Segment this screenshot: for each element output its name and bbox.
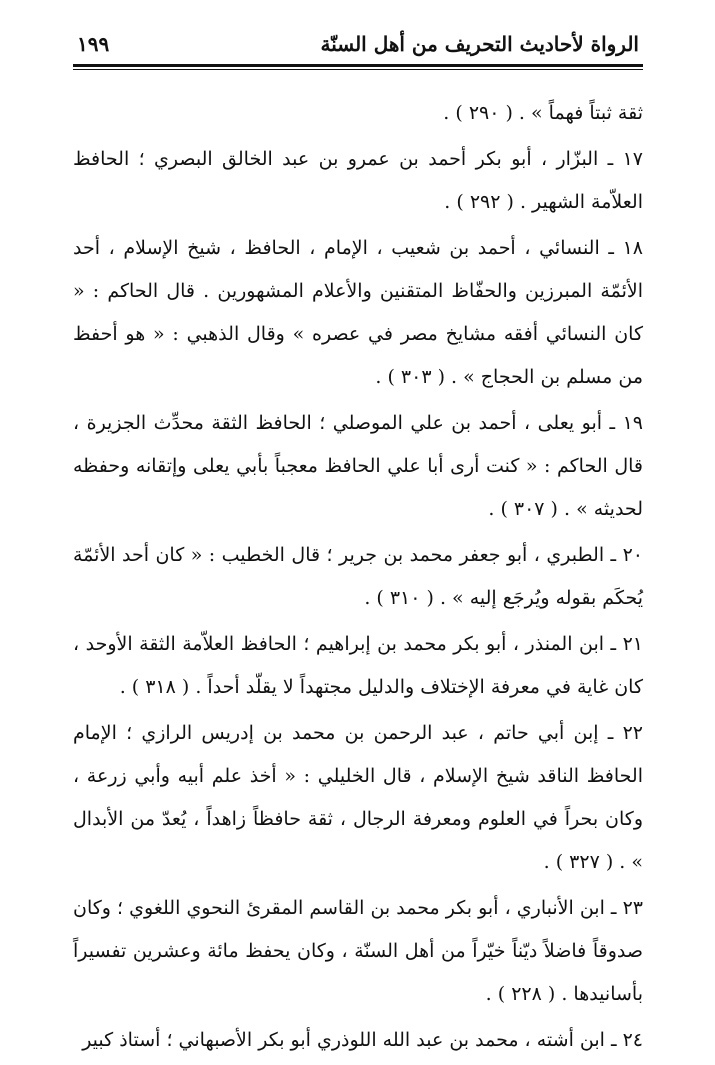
- entry-continuation: ثقة ثبتاً فهماً » . ( ٢٩٠ ) .: [443, 102, 643, 124]
- entry-23: ٢٣ ـ ابن الأنباري ، أبو بكر محمد بن القاسم المقرئ النحوي اللغوي ؛ وكان صدوقاً فاضلاً ديّناً خيّراً من أهل السنّة ، وكان يحفظ مائة وعشرين تفسيراً بأسانيدها . ( ٢٢٨ ) .: [73, 897, 643, 1005]
- entry-19: ١٩ ـ أبو يعلى ، أحمد بن علي الموصلي ؛ الحافظ الثقة محدِّث الجزيرة ، قال الحاكم : « كنت أرى أبا علي الحافظ معجباً بأبي يعلى وإتقانه وحفظه لحديثه » . ( ٣٠٧ ) .: [73, 412, 643, 520]
- header-title: الرواة لأحاديث التحريف من أهل السنّة: [320, 32, 639, 56]
- entry-21: ٢١ ـ ابن المنذر ، أبو بكر محمد بن إبراهيم ؛ الحافظ العلاّمة الثقة الأوحد ، كان غاية في معرفة الإختلاف والدليل مجتهداً لا يقلّد أحداً . ( ٣١٨ ) .: [73, 633, 643, 698]
- entry-18: ١٨ ـ النسائي ، أحمد بن شعيب ، الإمام ، الحافظ ، شيخ الإسلام ، أحد الأئمّة المبرزين والحفّاظ المتقنين والأعلام المشهورين . قال الحاكم : « كان النسائي أفقه مشايخ مصر في عصره » وقال الذهبي : « هو أحفظ من مسلم بن الحجاج » . ( ٣٠٣ ) .: [73, 237, 643, 388]
- page-body: [73, 92, 643, 1062]
- running-header: [73, 28, 643, 56]
- page-number: ١٩٩: [77, 32, 110, 56]
- entry-22: ٢٢ ـ إبن أبي حاتم ، عبد الرحمن بن محمد بن إدريس الرازي ؛ الإمام الحافظ الناقد شيخ الإسلام ، قال الخليلي : « أخذ علم أبيه وأبي زرعة ، وكان بحراً في العلوم ومعرفة الرجال ، ثقة حافظاً زاهداً ، يُعدّ من الأبدال » . ( ٣٢٧ ) .: [73, 722, 643, 873]
- header-rule-thick: [73, 64, 643, 67]
- entry-20: ٢٠ ـ الطبري ، أبو جعفر محمد بن جرير ؛ قال الخطيب : « كان أحد الأئمّة يُحكَم بقوله ويُرجَع إليه » . ( ٣١٠ ) .: [73, 544, 643, 609]
- entry-17: ١٧ ـ البزّار ، أبو بكر أحمد بن عمرو بن عبد الخالق البصري ؛ الحافظ العلاّمة الشهير . ( ٢٩٢ ) .: [73, 148, 643, 213]
- entry-24: ٢٤ ـ ابن أشته ، محمد بن عبد الله اللوذري أبو بكر الأصبهاني ؛ أستاذ كبير: [82, 1029, 643, 1051]
- book-page: [73, 28, 643, 1065]
- header-rule-thin: [73, 69, 643, 70]
